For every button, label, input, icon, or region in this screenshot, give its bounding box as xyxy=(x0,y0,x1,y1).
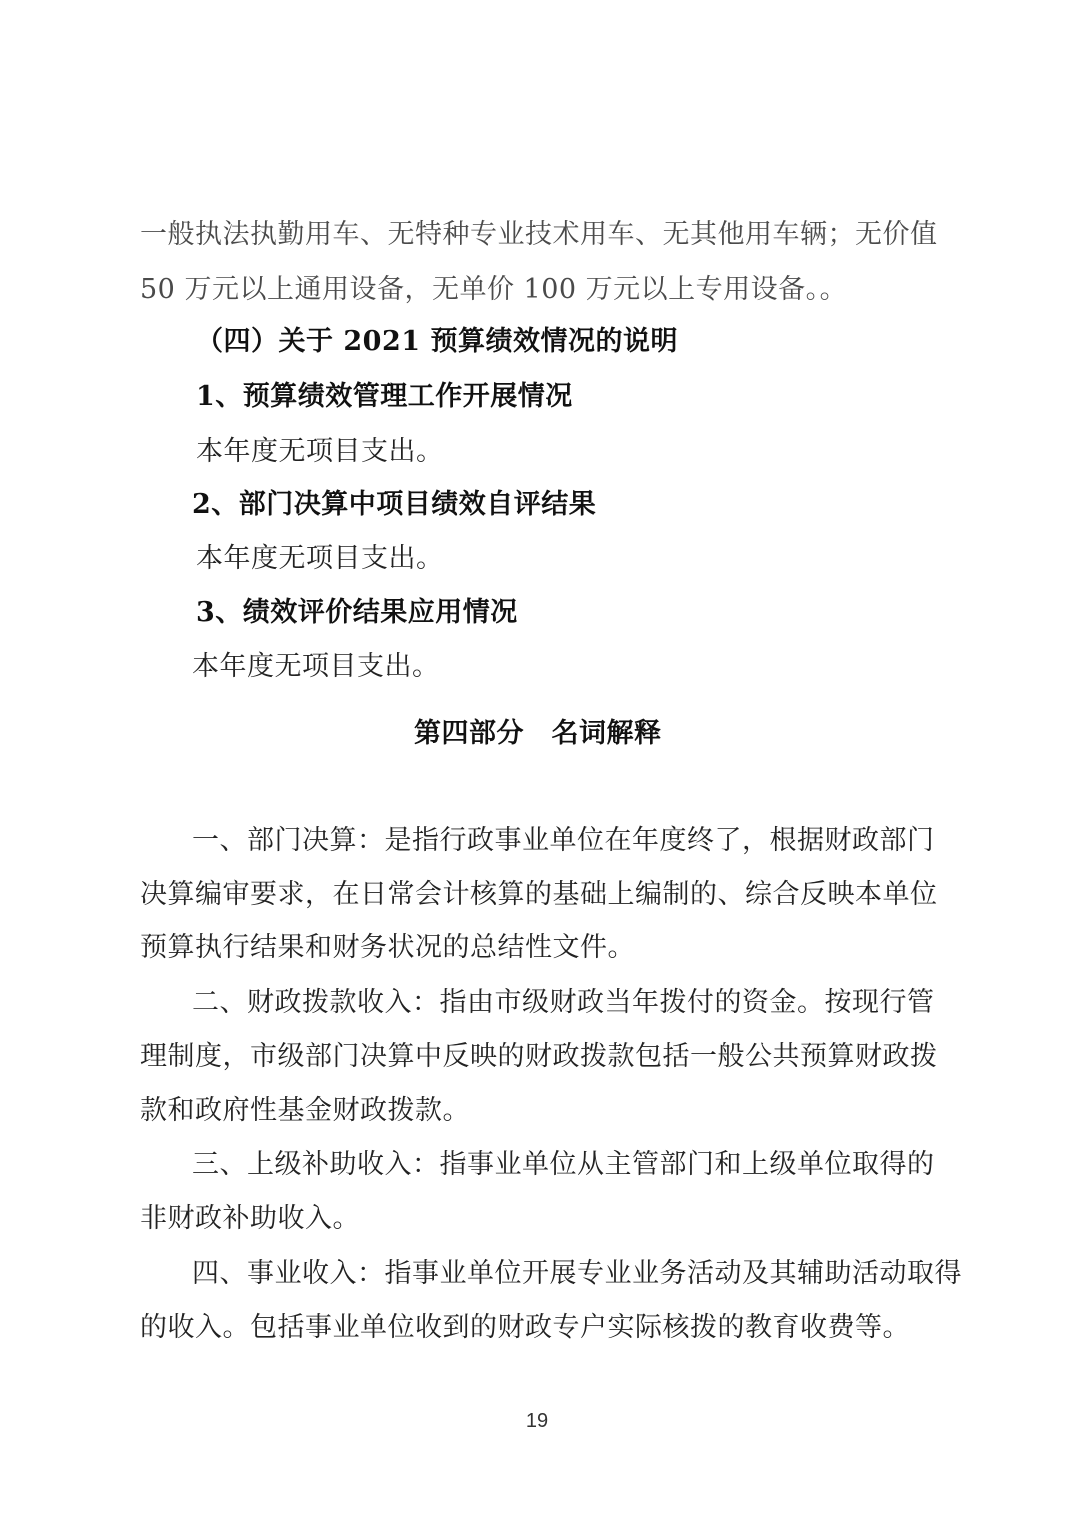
item1-text: 本年度无项目支出。 xyxy=(196,436,444,467)
def1-line-3: 预算执行结果和财务状况的总结性文件。 xyxy=(140,932,635,963)
intro-line-1: 一般执法执勤用车、无特种专业技术用车、无其他用车辆；无价值 xyxy=(140,219,938,250)
def3-line-1: 三、上级补助收入：指事业单位从主管部门和上级单位取得的 xyxy=(192,1149,935,1180)
item3-text: 本年度无项目支出。 xyxy=(192,651,440,682)
item2-heading: 2、部门决算中项目绩效自评结果 xyxy=(192,489,597,520)
intro-line-2: 50 万元以上通用设备，无单价 100 万元以上专用设备。。 xyxy=(140,274,848,305)
def4-line-1: 四、事业收入：指事业单位开展专业业务活动及其辅助活动取得 xyxy=(192,1258,962,1289)
def2-line-1: 二、财政拨款收入：指由市级财政当年拨付的资金。按现行管 xyxy=(192,987,935,1018)
def1-line-1: 一、部门决算：是指行政事业单位在年度终了，根据财政部门 xyxy=(192,825,935,856)
def2-line-2: 理制度，市级部门决算中反映的财政拨款包括一般公共预算财政拨 xyxy=(140,1041,938,1072)
item2-text: 本年度无项目支出。 xyxy=(196,543,444,574)
part-title: 第四部分 名词解释 xyxy=(414,718,662,749)
def2-line-3: 款和政府性基金财政拨款。 xyxy=(140,1095,470,1126)
def1-line-2: 决算编审要求，在日常会计核算的基础上编制的、综合反映本单位 xyxy=(140,879,938,910)
def3-line-2: 非财政补助收入。 xyxy=(140,1203,360,1234)
item3-heading: 3、绩效评价结果应用情况 xyxy=(196,597,518,628)
page-number: 19 xyxy=(525,1410,549,1432)
section-heading: （四）关于 2021 预算绩效情况的说明 xyxy=(196,326,678,357)
item1-heading: 1、预算绩效管理工作开展情况 xyxy=(196,381,573,412)
def4-line-2: 的收入。包括事业单位收到的财政专户实际核拨的教育收费等。 xyxy=(140,1312,910,1343)
